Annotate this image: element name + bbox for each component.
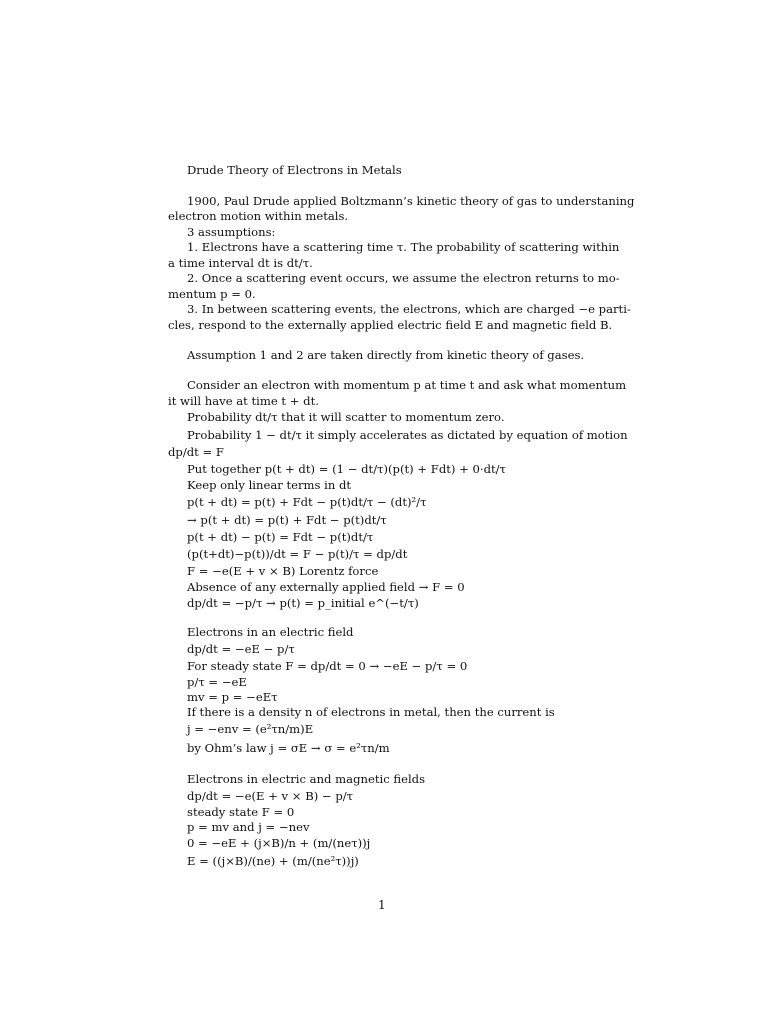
assumption-line: mentum p = 0. — [168, 287, 256, 301]
equation-line: → p(t + dt) = p(t) + Fdt − p(t)dt/τ — [187, 513, 387, 527]
equation-line: (p(t+dt)−p(t))/dt = F − p(t)/τ = dp/dt — [187, 547, 408, 561]
derivation-line: it will have at time t + dt. — [168, 394, 319, 408]
derivation-line: Keep only linear terms in dt — [187, 478, 352, 492]
equation-line: For steady state F = dp/dt = 0 → −eE − p/τ = 0 — [187, 659, 468, 673]
equation-line: dp/dt = −eE − p/τ — [187, 642, 295, 656]
assumption-line: cles, respond to the externally applied electric field E and magnetic field B. — [168, 318, 613, 332]
equation-line: p(t + dt) − p(t) = Fdt − p(t)dt/τ — [187, 530, 374, 544]
equation-line: by Ohm’s law j = σE → σ = e²τn/m — [187, 741, 390, 755]
equation-line: j = −env = (e²τn/m)E — [187, 722, 314, 736]
equation-line: p(t + dt) = p(t) + Fdt − p(t)dt/τ − (dt)²/τ — [187, 495, 427, 509]
intro-line: electron motion within metals. — [168, 209, 349, 223]
assumption-line: 1. Electrons have a scattering time τ. The probability of scattering within — [187, 240, 620, 254]
section-heading: Electrons in electric and magnetic fields — [187, 772, 426, 786]
equation-line: p = mv and j = −nev — [187, 820, 310, 834]
derivation-line: Absence of any externally applied field → F = 0 — [187, 580, 465, 594]
derivation-line: If there is a density n of electrons in metal, then the current is — [187, 705, 555, 719]
assumption-line: 2. Once a scattering event occurs, we assume the electron returns to mo- — [187, 271, 620, 285]
derivation-line: Probability 1 − dt/τ it simply accelerates as dictated by equation of motion — [187, 428, 628, 442]
equation-line: p/τ = −eE — [187, 675, 247, 689]
section-heading: Electrons in an electric field — [187, 625, 354, 639]
equation-line: steady state F = 0 — [187, 805, 295, 819]
equation-line: Put together p(t + dt) = (1 − dt/τ)(p(t) + Fdt) + 0·dt/τ — [187, 462, 506, 476]
page-number: 1 — [378, 898, 386, 912]
equation-line: F = −e(E + v × B) Lorentz force — [187, 564, 379, 578]
derivation-line: Probability dt/τ that it will scatter to momentum zero. — [187, 410, 505, 424]
derivation-line: Consider an electron with momentum p at time t and ask what momentum — [187, 378, 627, 392]
equation-line: dp/dt = F — [168, 445, 224, 459]
equation-line: dp/dt = −e(E + v × B) − p/τ — [187, 789, 354, 803]
assumption-line: a time interval dt is dt/τ. — [168, 256, 313, 270]
equation-line: dp/dt = −p/τ → p(t) = p_initial e^(−t/τ) — [187, 596, 419, 610]
intro-line: 1900, Paul Drude applied Boltzmann’s kinetic theory of gas to understaning — [187, 194, 635, 208]
equation-line: mv = p = −eEτ — [187, 690, 278, 704]
kinetic-note: Assumption 1 and 2 are taken directly from kinetic theory of gases. — [187, 348, 585, 362]
equation-line: E = ((j×B)/(ne) + (m/(ne²τ))j) — [187, 854, 359, 868]
assumptions-heading: 3 assumptions: — [187, 225, 276, 239]
equation-line: 0 = −eE + (j×B)/n + (m/(neτ))j — [187, 836, 371, 850]
assumption-line: 3. In between scattering events, the electrons, which are charged −e parti- — [187, 302, 631, 316]
document-title: Drude Theory of Electrons in Metals — [187, 163, 402, 177]
